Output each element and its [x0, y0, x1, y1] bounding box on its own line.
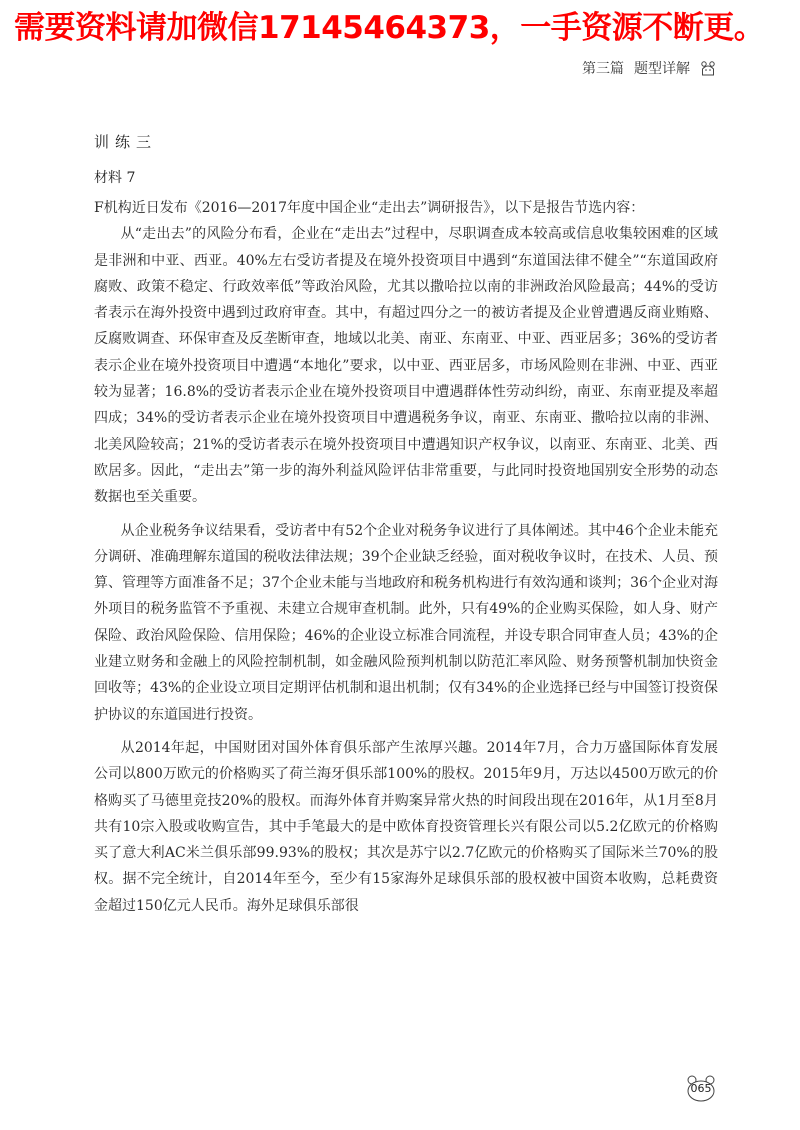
- page-header: [582, 58, 716, 78]
- paragraph-sports-acquisitions: 从2014年起，中国财团对国外体育俱乐部产生浓厚兴趣。2014年7月，合力万盛国际体育发展公司以800万欧元的价格购买了荷兰海牙俱乐部100%的股权。2015年9月，万达以4500万欧元的价格购买了马德里竞技20%的股权。而海外体育并购案异常火热的时间段出现在2016年，从1月至8月共有10宗入股或收购宣告，其中手笔最大的是中欧体育投资管理长兴有限公司以5.2亿欧元的价格购买了意大利AC米兰俱乐部99.93%的股权；其次是苏宁以2.7亿欧元的价格购买了国际米兰70%的股权。据不完全统计，自2014年至今，至少有15家海外足球俱乐部的股权被中国资本收购，总耗费资金超过150亿元人民币。海外足球俱乐部很: [94, 739, 718, 914]
- watermark-banner: 需要资料请加微信17145464373，一手资源不断更。: [14, 10, 765, 46]
- chapter-label: 第三篇: [582, 61, 624, 77]
- page-number-badge: [686, 1074, 716, 1102]
- paragraph-tax-disputes: 从企业税务争议结果看，受访者中有52个企业对税务争议进行了具体阐述。其中46个企业未能充分调研、准确理解东道国的税收法律法规；39个企业缺乏经验，面对税收争议时，在技术、人员、预算、管理等方面准备不足；37个企业未能与当地政府和税务机构进行有效沟通和谈判；36个企业对海外项目的税务监管不予重视、未建立合规审查机制。此外，只有49%的企业购买保险，如人身、财产保险、政治风险保险、信用保险；46%的企业设立标准合同流程，并设专职合同审查人员；43%的企业建立财务和金融上的风险控制机制，如金融风险预判机制以防范汇率风险、财务预警机制加快资金回收等；43%的企业设立项目定期评估机制和退出机制；仅有34%的企业选择已经与中国签订投资保护协议的东道国进行投资。: [94, 522, 718, 723]
- material-label: 材料 7: [94, 170, 136, 186]
- training-heading: 训练三: [94, 133, 158, 151]
- paragraph-intro: F机构近日发布《2016—2017年度中国企业“走出去”调研报告》，以下是报告节选内容：: [94, 200, 645, 216]
- bear-head-icon: [700, 60, 716, 76]
- page-number: 065: [690, 1082, 712, 1095]
- section-label: 题型详解: [634, 61, 690, 77]
- article-body: [94, 195, 718, 919]
- paragraph-risk-distribution: 从“走出去”的风险分布看，企业在“走出去”过程中，尽职调查成本较高或信息收集较困难的区域是非洲和中亚、西亚。40%左右受访者提及在境外投资项目中遇到“东道国法律不健全”“东道国政府腐败、政策不稳定、行政效率低”等政治风险，尤其以撒哈拉以南的非洲政治风险最高；44%的受访者表示在海外投资中遇到过政府审查。其中，有超过四分之一的被访者提及企业曾遭遇反商业贿赂、反腐败调查、环保审查及反垄断审查，地域以北美、南亚、东南亚、中亚、西亚居多；36%的受访者表示企业在境外投资项目中遭遇“本地化”要求，以中亚、西亚居多，市场风险则在非洲、中亚、西亚较为显著；16.8%的受访者表示企业在境外投资项目中遭遇群体性劳动纠纷，南亚、东南亚提及率超四成；34%的受访者表示企业在境外投资项目中遭遇税务争议，南亚、东南亚、撒哈拉以南的非洲、北美风险较高；21%的受访者表示在境外投资项目中遭遇知识产权争议，以南亚、东南亚、北美、西欧居多。因此，“走出去”第一步的海外利益风险评估非常重要，与此同时投资地国别安全形势的动态数据也至关重要。: [94, 226, 718, 506]
